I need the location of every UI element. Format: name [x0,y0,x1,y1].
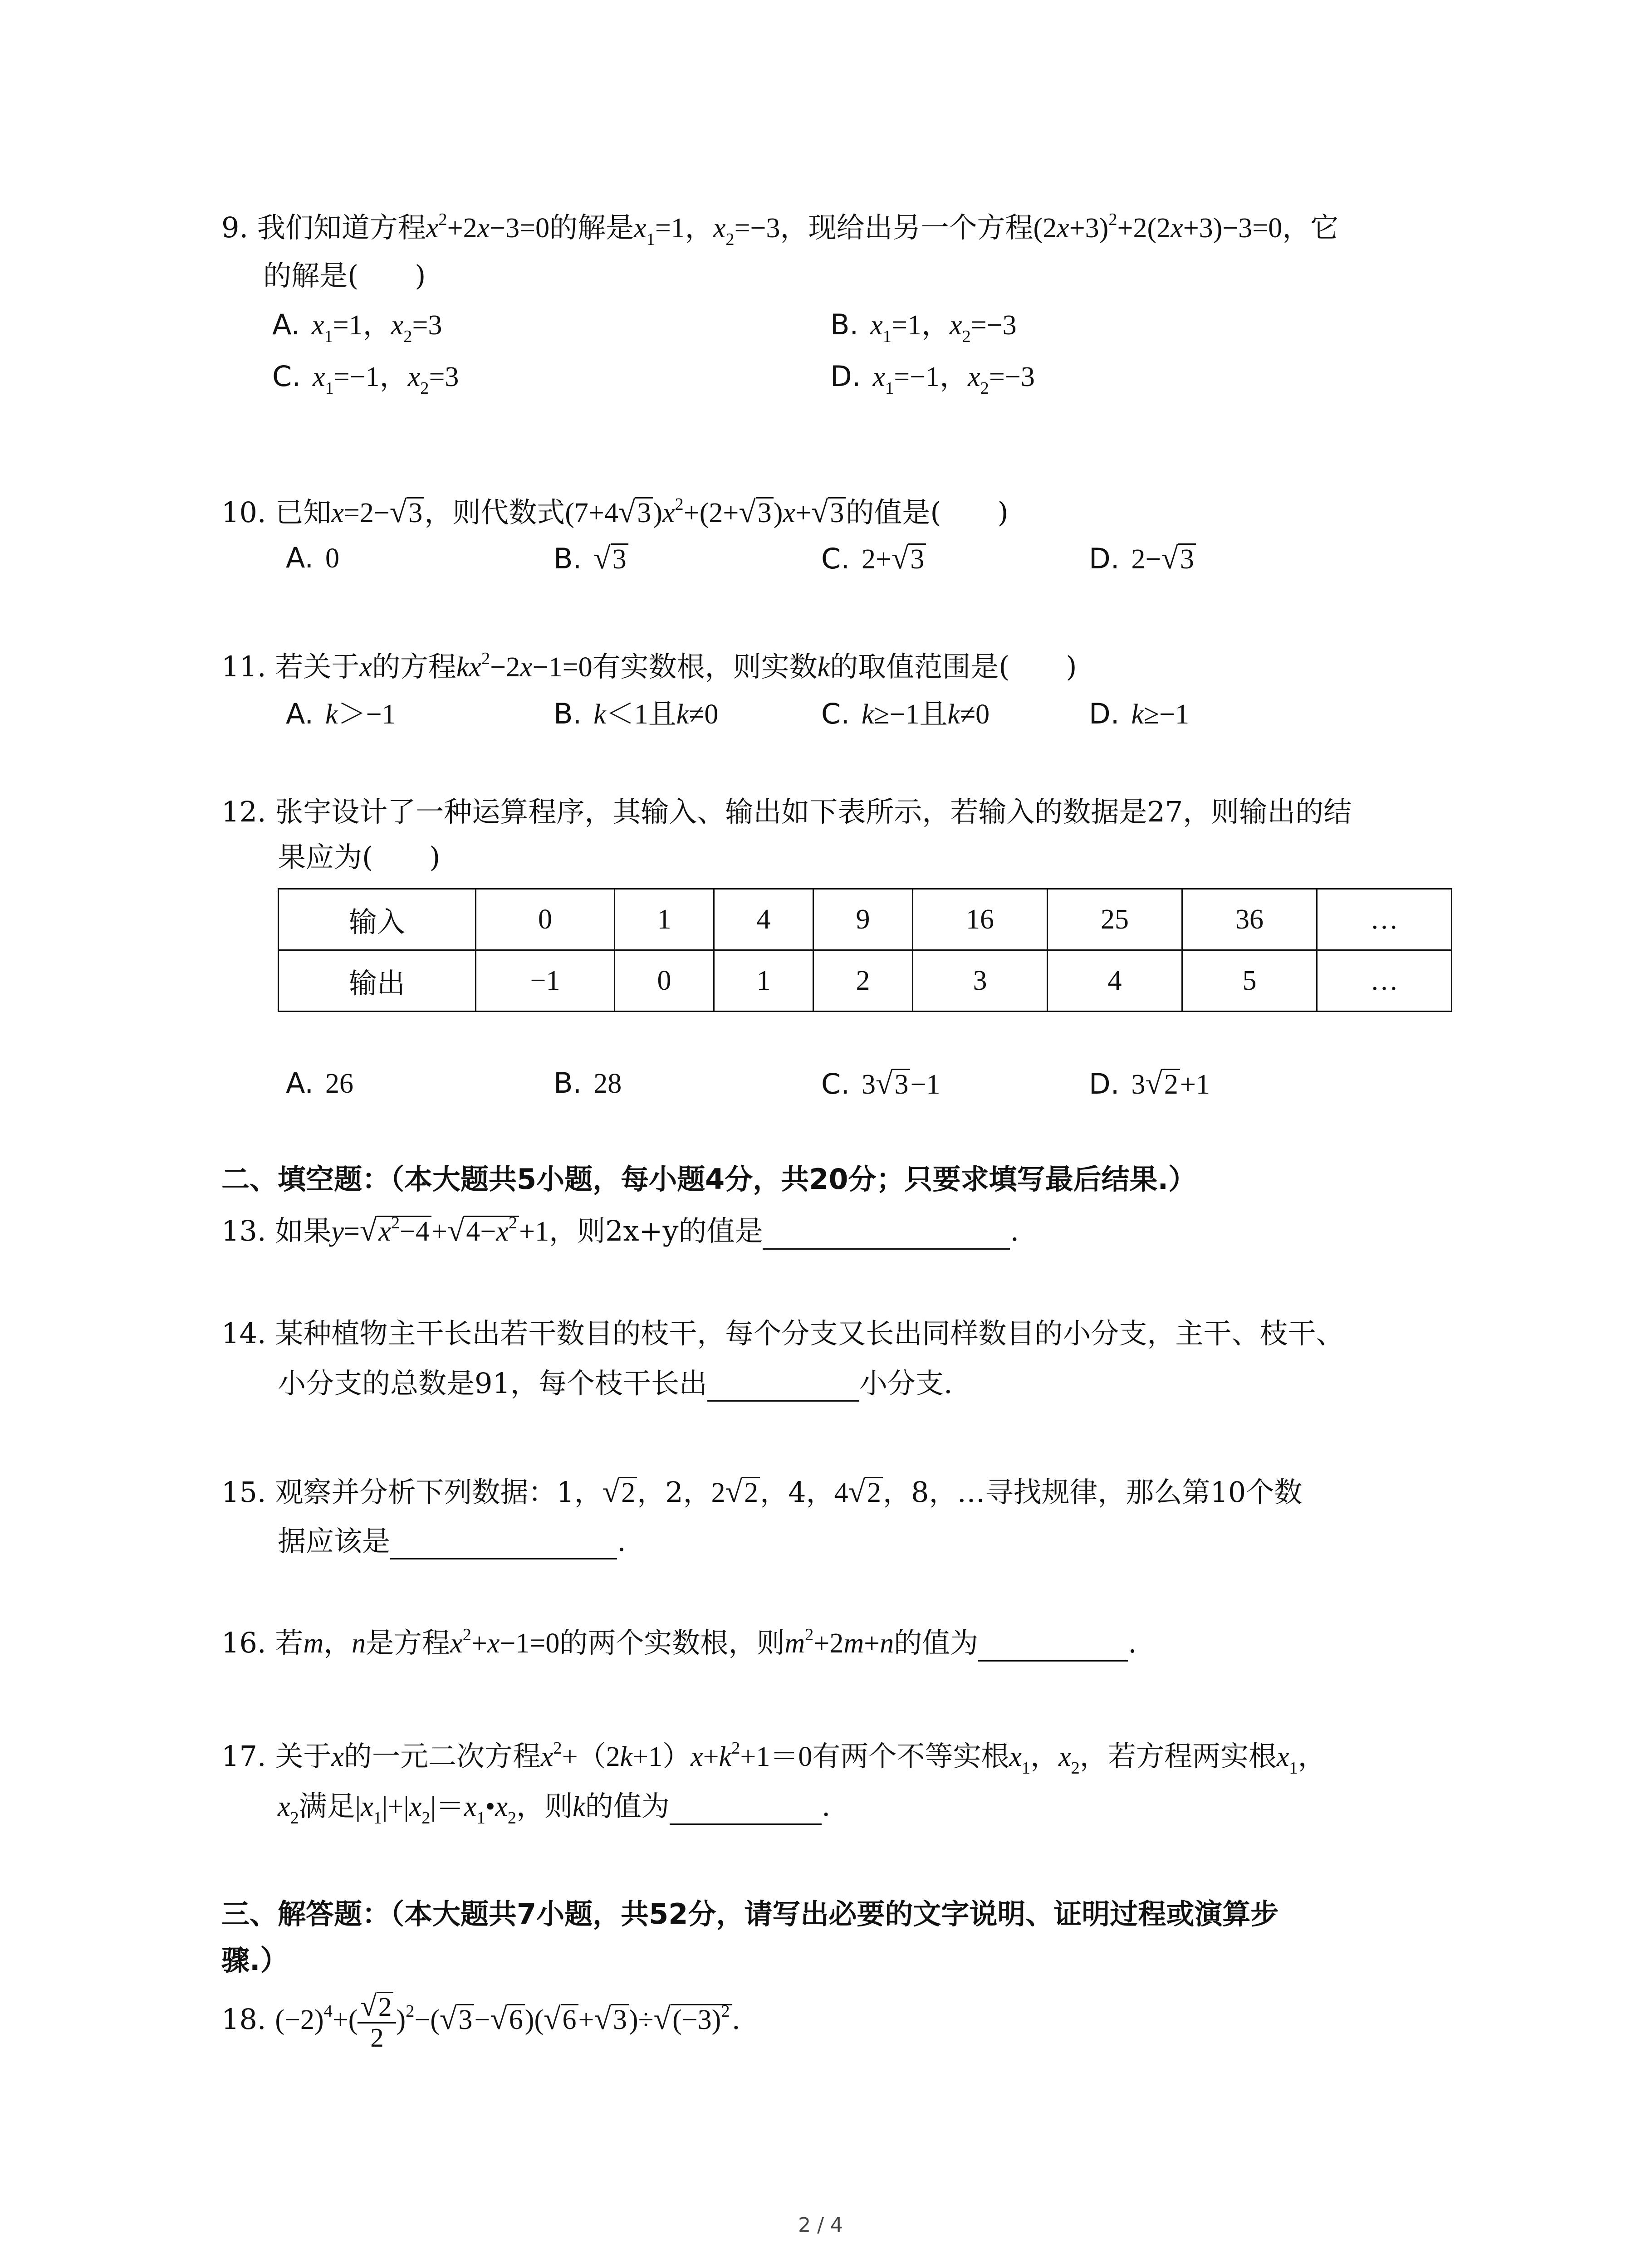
section-3-heading-line2: 骤.） [221,1944,289,1977]
table-cell: 5 [1182,950,1317,1012]
q13-line1: 13. 如果$y=√x^2-4+√4-x^2+1$，则2x+y的值是 . [221,1212,1019,1250]
q9-option-c[interactable]: C. $x_1=-1$，$x_2=3$ [272,360,459,398]
q12-line2: 果应为( ) [278,841,441,874]
q15-line1: 15. 观察并分析下列数据：1，√2，2，2√2，4，4√2，8，…寻找规律，那么第10个数 [221,1474,1303,1509]
q11-option-a[interactable]: A. k＞−1 [286,697,396,730]
q15-answer-blank[interactable] [390,1534,617,1559]
q11-option-b[interactable]: B. k＜1且k≠0 [554,697,719,730]
table-cell: 16 [913,889,1048,950]
q10-option-d[interactable]: D. 2−√3 [1089,540,1196,577]
q10-option-c[interactable]: C. 2+√3 [821,540,926,577]
page-number: 2 / 4 [798,2214,843,2237]
q12-line1: 12. 张宇设计了一种运算程序，其输入、输出如下表所示，若输入的数据是27，则输出的结 [221,795,1352,828]
q14-line2: 小分支的总数是91，每个枝干长出 小分支. [278,1365,953,1402]
q10-option-a[interactable]: A. 0 [286,541,340,574]
q15-line2: 据应该是 . [278,1523,626,1559]
q13-answer-blank[interactable] [763,1224,1010,1250]
q12-option-b[interactable]: B. 28 [554,1066,622,1100]
table-cell: 0 [476,889,615,950]
table-cell: … [1317,950,1452,1012]
q10-line1: 10. 已知x=2−√3，则代数式$(7+4√3)x^2+(2+√3)x+√3$的值是( ) [221,494,1009,529]
table-cell: 1 [615,889,714,950]
section-3-heading-line1: 三、解答题：（本大题共7小题，共52分，请写出必要的文字说明、证明过程或演算步 [221,1897,1279,1931]
q9-option-d[interactable]: D. $x_1=-1$，$x_2=-3$ [830,360,1035,398]
q14-answer-blank[interactable] [707,1376,859,1402]
table-cell: 4 [1048,950,1182,1012]
table-cell: … [1317,889,1452,950]
table-row [279,889,1452,950]
fraction: $\frac{√2}{2}$ [358,1992,396,2053]
q14-line1: 14. 某种植物主干长出若干数目的枝干，每个分支又长出同样数目的小分支，主干、枝干、 [221,1317,1344,1350]
table-cell: 25 [1048,889,1182,950]
q16-answer-blank[interactable] [978,1636,1128,1662]
q11-line1: 11. 若关于x的方程$kx^2-2x-1=0$有实数根，则实数k的取值范围是( ) [221,649,1077,683]
q12-option-c[interactable]: C. 3√3−1 [821,1066,941,1100]
q11-option-c[interactable]: C. k≥−1且k≠0 [821,697,990,730]
q18-line1: 18. $(-2)^4+$( $\frac{√2}{2}$ )$^2-(√3-√6)(√6+√3)\div√(-3)^2$. [221,1990,741,2053]
q11-option-d[interactable]: D. k≥−1 [1089,697,1189,730]
table-cell: 2 [813,950,913,1012]
table-cell: 9 [813,889,913,950]
table-cell: 输出 [279,950,476,1012]
table-cell: 4 [714,889,813,950]
q10-option-b[interactable]: B. √3 [554,540,628,577]
table-cell: −1 [476,950,615,1012]
table-cell: 1 [714,950,813,1012]
table-row [279,950,1452,1012]
q16-line1: 16. 若m，n是方程$x^2+x-1=0$的两个实数根，则$m^2+2m+n$的值为 . [221,1625,1137,1662]
table-cell: 输入 [279,889,476,950]
table-cell: 0 [615,950,714,1012]
q12-option-d[interactable]: D. 3√2+1 [1089,1066,1210,1100]
q17-line1: 17. 关于x的一元二次方程$x^2+(2k+1)x+k^2+1=0$有两个不等实根$x_1$，$x_2$，若方程两实根$x_1$， [221,1738,1326,1778]
table-cell: 3 [913,950,1048,1012]
section-2-heading: 二、填空题：（本大题共5小题，每小题4分，共20分；只要求填写最后结果.） [221,1163,1197,1196]
q9-option-b[interactable]: B. $x_1=1$，$x_2=-3$ [830,308,1017,347]
q9-line2: 的解是( ) [263,259,426,292]
q12-option-a[interactable]: A. 26 [286,1066,354,1100]
table-cell: 36 [1182,889,1317,950]
q17-line2: $x_2$满足$|x_1|+|x_2|=x_1•x_2$，则k的值为 . [278,1789,831,1828]
q9-option-a[interactable]: A. $x_1=1$，$x_2=3$ [272,308,442,347]
io-table [278,888,1452,1012]
q9-line1: 9. 我们知道方程$x^2+2x-3=0$的解是$x_1=1$，$x_2=-3$，现给出另一个方程$(2x+3)^2+2(2x+3)-3=0$，它 [221,210,1339,249]
q17-answer-blank[interactable] [670,1799,822,1825]
